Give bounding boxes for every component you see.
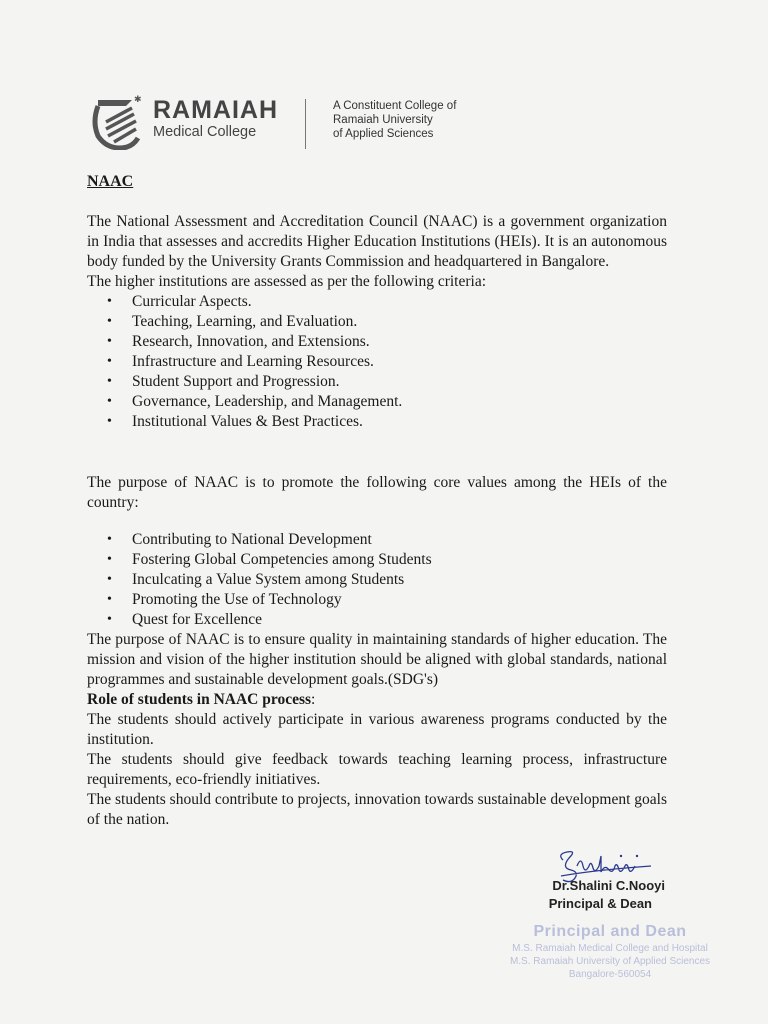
intro-paragraph: The National Assessment and Accreditation Council (NAAC) is a government organization in India that assesses and accredits Higher Education Institutions (HEIs). It is an autonomous body funded by the University Grants Commission and headquartered in Bangalore. [87, 213, 667, 270]
list-item: • Research, Innovation, and Extensions. [87, 332, 667, 352]
role-heading-colon: : [311, 691, 316, 708]
brand-name: RAMAIAH [153, 96, 279, 124]
list-item: • Teaching, Learning, and Evaluation. [87, 312, 667, 332]
role-paragraph: The students should contribute to projects, innovation towards sustainable development goals of the nation. [87, 791, 667, 828]
list-item: • Quest for Excellence [87, 610, 667, 630]
purpose-section [87, 473, 667, 513]
purpose-intro: The purpose of NAAC is to promote the following core values among the HEIs of the country: [87, 474, 667, 511]
criteria-list [87, 292, 667, 432]
ramaiah-logo-icon [92, 92, 144, 150]
role-heading-text: Role of students in NAAC process [87, 691, 312, 708]
list-item: • Fostering Global Competencies among Students [87, 550, 667, 570]
criteria-intro: The higher institutions are assessed as per the following criteria: [87, 273, 487, 290]
role-paragraph: The students should actively participate in various awareness programs conducted by the institution. [87, 711, 667, 748]
role-heading [87, 690, 667, 710]
list-item: • Contributing to National Development [87, 530, 667, 550]
constituent-line: Ramaiah University [333, 114, 433, 126]
core-values-list [87, 530, 667, 630]
list-item: • Governance, Leadership, and Management. [87, 392, 667, 412]
stamp-line: M.S. Ramaiah University of Applied Sciences [509, 956, 711, 967]
stamp-line: M.S. Ramaiah Medical College and Hospital [512, 943, 708, 954]
signer-name: Dr.Shalini C.Nooyi [552, 878, 665, 893]
intro-section [87, 212, 667, 432]
constituent-line: A Constituent College of [333, 100, 457, 112]
list-item: • Curricular Aspects. [87, 292, 667, 312]
stamp-line: Bangalore-560054 [568, 969, 652, 980]
signer-title: Principal & Dean [548, 896, 652, 911]
role-paragraph: The students should give feedback towards teaching learning process, infrastructure requirements, eco-friendly initiatives. [87, 751, 667, 788]
brand-subtitle: Medical College [153, 124, 257, 140]
core-values-section [87, 530, 667, 830]
list-item: • Institutional Values & Best Practices. [87, 412, 667, 432]
svg-text:✱: ✱ [134, 95, 142, 105]
header-divider [305, 99, 306, 149]
constituent-note [333, 99, 456, 141]
stamp-title: Principal and Dean [533, 923, 687, 940]
constituent-line: of Applied Sciences [333, 128, 434, 140]
official-stamp [470, 922, 750, 981]
document-title: NAAC [87, 173, 134, 190]
list-item: • Inculcating a Value System among Students [87, 570, 667, 590]
list-item: • Promoting the Use of Technology [87, 590, 667, 610]
list-item: • Infrastructure and Learning Resources. [87, 352, 667, 372]
quality-paragraph: The purpose of NAAC is to ensure quality in maintaining standards of higher education. The mission and vision of the higher institution should be aligned with global standards, national programmes and sustainable development goals.(SDG's) [87, 631, 667, 688]
list-item: • Student Support and Progression. [87, 372, 667, 392]
